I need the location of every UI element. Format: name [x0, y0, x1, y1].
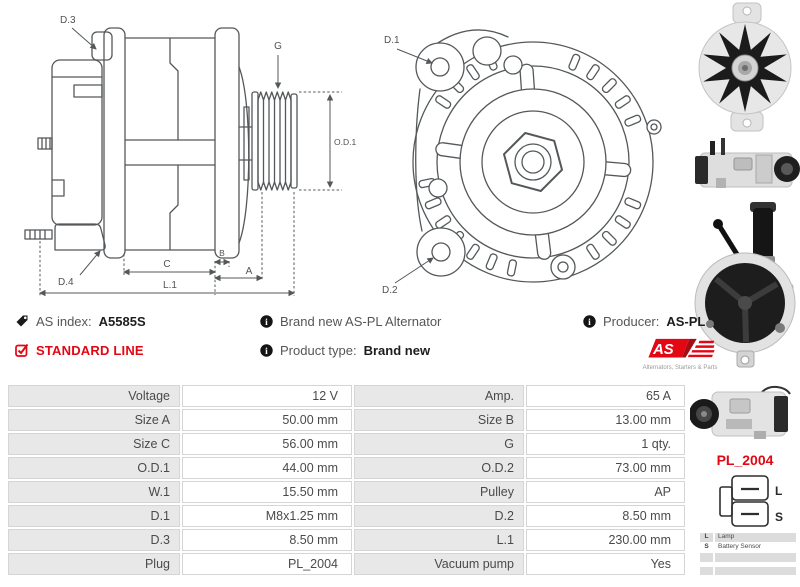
- spec-label: Size A: [8, 409, 180, 431]
- as-index-label: AS index:: [36, 313, 92, 329]
- spec-label: O.D.1: [8, 457, 180, 479]
- spec-label: Amp.: [354, 385, 524, 407]
- legend-row-lamp: [700, 533, 796, 542]
- standard-line-label: STANDARD LINE: [36, 342, 144, 358]
- plug-connector-diagram: [712, 474, 798, 530]
- svg-text:i: i: [588, 317, 591, 328]
- standard-line-row: [15, 342, 250, 358]
- spec-label: Vacuum pump: [354, 553, 524, 575]
- brand-new-row: [260, 313, 575, 329]
- spec-label: Size B: [354, 409, 524, 431]
- producer-value: AS-PL: [666, 313, 706, 329]
- legend-desc: Lamp: [715, 533, 796, 542]
- dim-label-c: C: [163, 259, 171, 270]
- info-icon: [260, 344, 273, 357]
- producer-label: Producer:: [603, 313, 660, 329]
- plug-pin-s-label: S: [775, 510, 784, 524]
- spec-value: 1 qty.: [526, 433, 685, 455]
- svg-text:i: i: [265, 317, 268, 328]
- side-view-dimensions: [40, 15, 356, 296]
- dim-label-d4: D.4: [58, 277, 74, 288]
- dim-label-g: G: [274, 41, 282, 52]
- product-info-bar: [0, 313, 800, 381]
- info-column-middle: [260, 313, 575, 371]
- spec-value: 8.50 mm: [182, 529, 352, 551]
- spec-label: G: [354, 433, 524, 455]
- dim-label-d1: D.1: [384, 35, 400, 46]
- producer-row: [583, 313, 793, 329]
- legend-row-empty: [700, 553, 796, 562]
- spec-value: 44.00 mm: [182, 457, 352, 479]
- spec-label: Pulley: [354, 481, 524, 503]
- legend-pin: L: [700, 533, 713, 542]
- as-pl-logo: [625, 338, 735, 371]
- spec-value: 8.50 mm: [526, 505, 685, 527]
- spec-label: Voltage: [8, 385, 180, 407]
- info-column-left: [15, 313, 250, 371]
- as-index-row: [15, 313, 250, 329]
- product-type-label: Product type:: [280, 342, 357, 358]
- spec-label: O.D.2: [354, 457, 524, 479]
- spec-value: 73.00 mm: [526, 457, 685, 479]
- spec-value: 230.00 mm: [526, 529, 685, 551]
- alternator-front-outline: [413, 30, 661, 282]
- front-view-svg: [370, 5, 680, 305]
- svg-text:i: i: [265, 346, 268, 357]
- spec-value: Yes: [526, 553, 685, 575]
- spec-value: 50.00 mm: [182, 409, 352, 431]
- logo-text: AS: [653, 341, 674, 358]
- plug-code-label: PL_2004: [716, 452, 774, 468]
- spec-label: D.2: [354, 505, 524, 527]
- dim-label-d2: D.2: [382, 285, 398, 296]
- spec-label: D.1: [8, 505, 180, 527]
- spec-label: Size C: [8, 433, 180, 455]
- legend-row-empty: [700, 567, 796, 576]
- logo-tagline: Alternators, Starters & Parts: [642, 365, 718, 371]
- dim-label-d3: D.3: [60, 15, 76, 26]
- tag-icon: [15, 314, 29, 328]
- spec-value: 15.50 mm: [182, 481, 352, 503]
- plug-pin-legend: [700, 533, 796, 577]
- product-photo-front-fan: [690, 2, 800, 132]
- product-type-row: [260, 342, 575, 358]
- dim-label-a: A: [245, 266, 253, 277]
- plug-pin-l-label: L: [775, 484, 783, 498]
- spec-label: D.3: [8, 529, 180, 551]
- spec-value: M8x1.25 mm: [182, 505, 352, 527]
- legend-pin: S: [704, 543, 709, 550]
- dim-label-od1: O.D.1: [334, 137, 357, 147]
- info-column-right: [583, 313, 793, 371]
- dim-label-l1: L.1: [163, 280, 177, 291]
- spec-value: 65 A: [526, 385, 685, 407]
- spec-value: AP: [526, 481, 685, 503]
- spec-value: 56.00 mm: [182, 433, 352, 455]
- checkbox-checked-icon: [15, 343, 29, 357]
- brand-new-text: Brand new AS-PL Alternator: [280, 313, 442, 329]
- product-photo-side: [690, 134, 800, 196]
- product-photo-side-pulley: [690, 383, 800, 447]
- front-view-drawing: [370, 5, 680, 305]
- spec-label: L.1: [354, 529, 524, 551]
- info-icon: [583, 315, 596, 328]
- legend-desc: Battery Sensor: [718, 543, 761, 550]
- spec-label: Plug: [8, 553, 180, 575]
- side-view-drawing: [22, 5, 358, 305]
- spec-label: W.1: [8, 481, 180, 503]
- product-type-value: Brand new: [363, 342, 431, 358]
- spec-value: 13.00 mm: [526, 409, 685, 431]
- alternator-side-outline: [25, 28, 297, 258]
- side-view-svg: [22, 5, 358, 305]
- legend-row-battery-sensor: [700, 543, 796, 552]
- dim-label-b: B: [219, 248, 225, 258]
- spec-value: 12 V: [182, 385, 352, 407]
- spec-value: PL_2004: [182, 553, 352, 575]
- info-icon: [260, 315, 273, 328]
- as-index-value: A5585S: [98, 313, 146, 329]
- spec-table: [8, 385, 683, 575]
